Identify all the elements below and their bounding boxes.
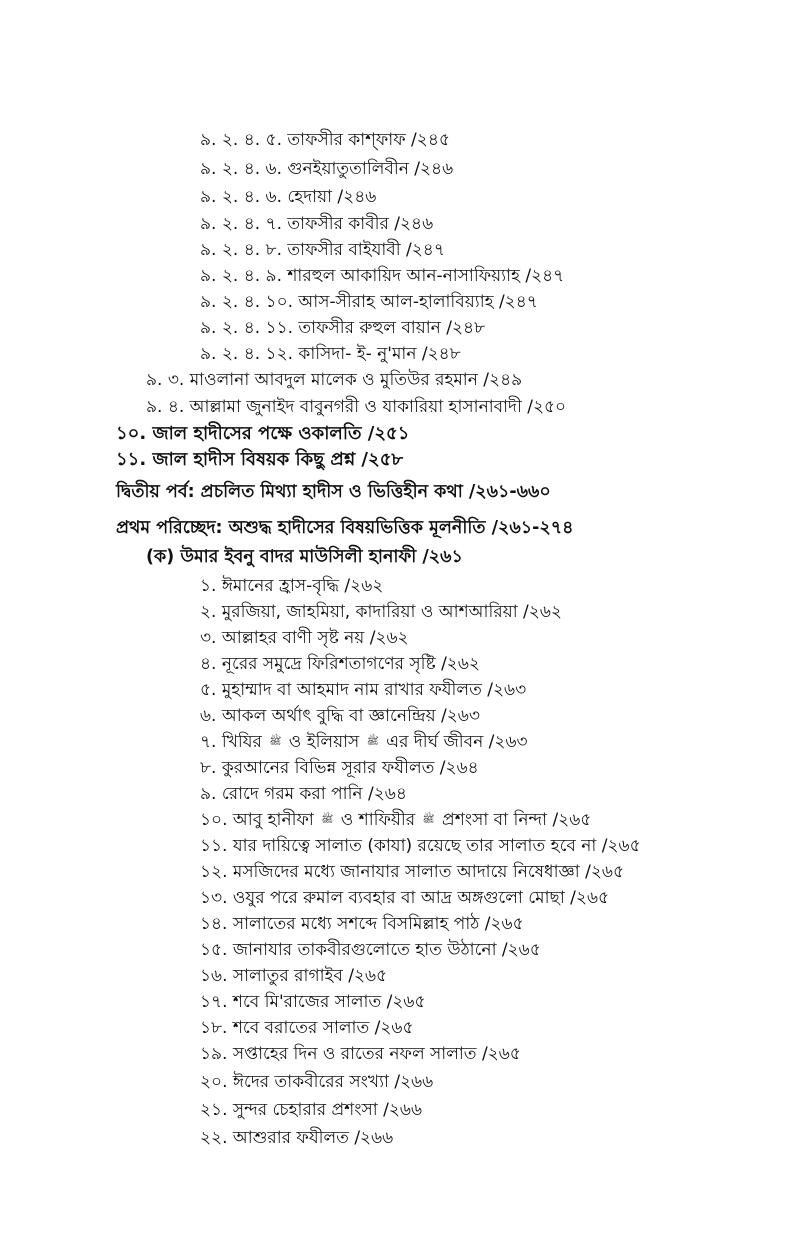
toc-subchapter-heading: (ক) উমার ইবনু বাদর মাউসিলী হানাফী /২৬১	[146, 547, 463, 567]
toc-entry: ৯. ২. ৪. ৬. গুনইয়াতুতালিবীন /২৪৬	[200, 159, 454, 179]
toc-entry: ১. ঈমানের হ্রাস-বৃদ্ধি /২৬২	[200, 576, 384, 596]
toc-entry: ৯. ২. ৪. ৯. শারহুল আকায়িদ আন-নাসাফিয়্যাহ /২৪৭	[200, 266, 565, 286]
toc-entry: ৮. কুরআনের বিভিন্ন সূরার ফযীলত /২৬৪	[200, 758, 479, 778]
toc-entry-text: ১০. আবু হানীফা	[200, 810, 320, 830]
toc-entry: ২২. আশুরার ফযীলত /২৬৬	[200, 1128, 394, 1148]
toc-entry: ৩. আল্লাহর বাণী সৃষ্ট নয় /২৬২	[200, 628, 409, 648]
toc-entry: ৯. ২. ৪. ১২. কাসিদা- ই- নু'মান /২৪৮	[200, 344, 461, 364]
toc-entry: ১৬. সালাতুর রাগাইব /২৬৫	[200, 966, 388, 986]
toc-entry: ১৩. ওযুর পরে রুমাল ব্যবহার বা আদ্র অঙ্গগুলো মোছা /২৬৫	[200, 888, 610, 908]
honorific-glyph: ﷺ	[422, 814, 435, 825]
toc-entry: ১৮. শবে বরাতের সালাত /২৬৫	[200, 1018, 414, 1038]
toc-entry: ৯. ২. ৪. ৬. হেদায়া /২৪৬	[200, 187, 377, 207]
toc-entry: ৯. ২. ৪. ৮. তাফসীর বাইযাবী /২৪৭	[200, 240, 445, 260]
toc-chapter-heading: প্রথম পরিচ্ছেদ: অশুদ্ধ হাদীসের বিষয়ভিত্তিক মূলনীতি /২৬১-২৭৪	[116, 518, 574, 538]
honorific-glyph: ﷺ	[269, 736, 282, 747]
toc-entry: ৯. ২. ৪. ৫. তাফসীর কাশ্‌ফাফ /২৪৫	[200, 130, 450, 150]
honorific-glyph: ﷺ	[321, 814, 334, 825]
toc-entry-text: ও ইলিয়াস	[283, 732, 365, 752]
toc-section-heading: ১১. জাল হাদীস বিষয়ক কিছু প্রশ্ন /২৫৮	[116, 449, 404, 470]
toc-entry-text: ও শাফিয়ীর	[335, 810, 421, 830]
toc-entry	[200, 808, 591, 832]
toc-entry	[200, 730, 528, 754]
toc-entry: ৪. নূরের সমুদ্রে ফিরিশতাগণের সৃষ্টি /২৬২	[200, 654, 480, 674]
toc-entry: ১২. মসজিদের মধ্যে জানাযার সালাত আদায়ে নিষেধাজ্ঞা /২৬৫	[200, 862, 624, 882]
toc-entry: ৯. ৪. আল্লামা জুনাইদ বাবুনগরী ও যাকারিয়া হাসানাবাদী /২৫০	[146, 397, 567, 417]
toc-section-heading: ১০. জাল হাদীসের পক্ষে ওকালতি /২৫১	[116, 423, 410, 444]
toc-entry: ২০. ঈদের তাকবীরের সংখ্যা /২৬৬	[200, 1072, 434, 1092]
toc-entry: ৯. ২. ৪. ৭. তাফসীর কাবীর /২৪৬	[200, 214, 434, 234]
toc-entry: ১১. যার দায়িত্বে সালাত (কাযা) রয়েছে তার সালাত হবে না /২৬৫	[200, 836, 641, 856]
toc-entry: ১৭. শবে মি'রাজের সালাত /২৬৫	[200, 992, 426, 1012]
toc-entry: ১৯. সপ্তাহের দিন ও রাতের নফল সালাত /২৬৫	[200, 1044, 521, 1064]
toc-part-heading: দ্বিতীয় পর্ব: প্রচলিত মিথ্যা হাদীস ও ভিত্তিহীন কথা /২৬১-৬৬০	[116, 482, 551, 502]
toc-entry: ৫. মুহাম্মাদ বা আহমাদ নাম রাখার ফযীলত /২৬৩	[200, 680, 527, 700]
toc-entry-text: এর দীর্ঘ জীবন /২৬৩	[380, 732, 528, 752]
toc-entry: ২১. সুন্দর চেহারার প্রশংসা /২৬৬	[200, 1100, 423, 1120]
toc-entry-text: প্রশংসা বা নিন্দা /২৬৫	[436, 810, 592, 830]
toc-entry: ৯. রোদে গরম করা পানি /২৬৪	[200, 784, 407, 804]
toc-entry: ৯. ২. ৪. ১১. তাফসীর রুহুল বায়ান /২৪৮	[200, 318, 486, 338]
honorific-glyph: ﷺ	[366, 736, 379, 747]
toc-entry: ২. মুরজিয়া, জাহমিয়া, কাদারিয়া ও আশআরিয়া /২৬২	[200, 602, 562, 622]
toc-entry: ৯. ২. ৪. ১০. আস-সীরাহ আল-হালাবিয়্যাহ /২৪৭	[200, 292, 538, 312]
toc-entry: ১৫. জানাযার তাকবীরগুলোতে হাত উঠানো /২৬৫	[200, 940, 541, 960]
toc-entry-text: ৭. খিযির	[200, 732, 268, 752]
toc-entry: ১৪. সালাতের মধ্যে সশব্দে বিসমিল্লাহ পাঠ /২৬৫	[200, 914, 524, 934]
toc-entry: ৬. আকল অর্থাৎ বুদ্ধি বা জ্ঞানেন্দ্রিয় /২৬৩	[200, 706, 480, 726]
toc-entry: ৯. ৩. মাওলানা আবদুল মালেক ও মুতিউর রহমান /২৪৯	[146, 370, 523, 390]
